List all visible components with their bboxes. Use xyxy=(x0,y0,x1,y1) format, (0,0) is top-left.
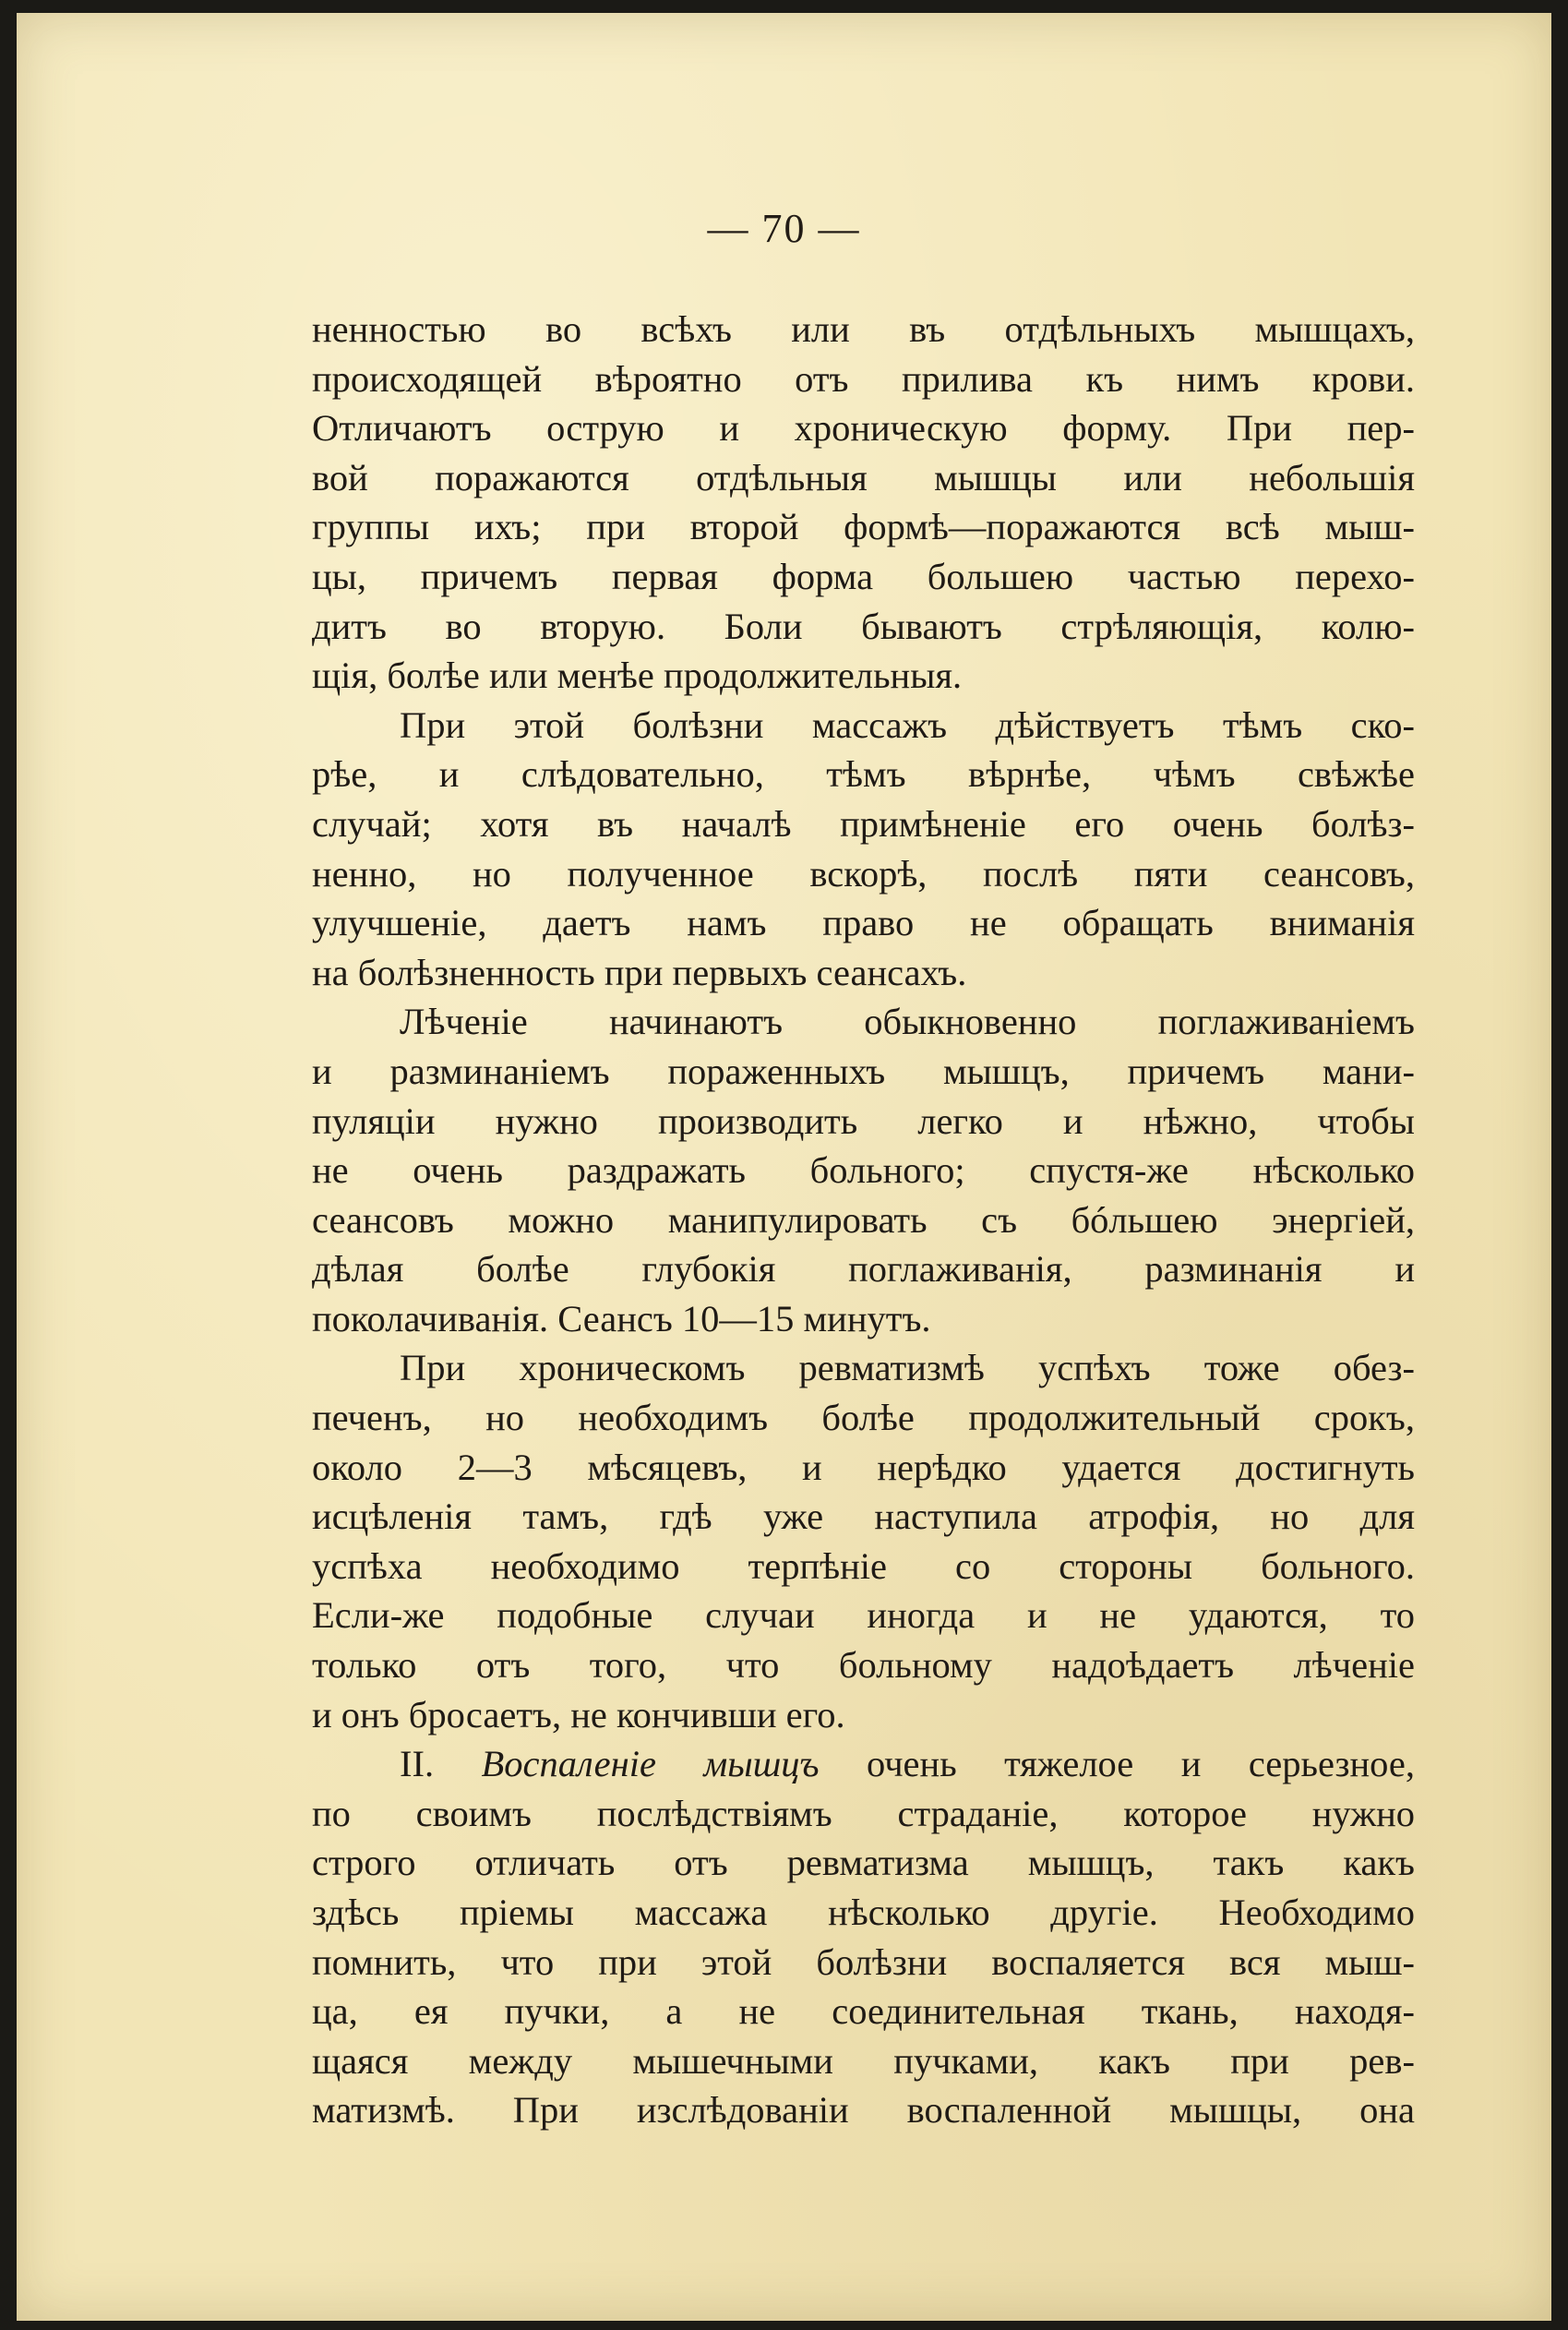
text-line xyxy=(312,1146,1415,1195)
text-line xyxy=(312,354,1415,404)
text-line xyxy=(312,1542,1415,1591)
line-text: сеансовъ можно манипулировать съ бóльшею энергіей, xyxy=(312,1198,1415,1241)
text-line xyxy=(312,305,1415,354)
line-text: цы, причемъ первая форма большею частью перехо- xyxy=(312,555,1415,597)
line-text: помнить, что при этой болѣзни воспаляется вся мыш- xyxy=(312,1940,1415,1983)
line-text: поколачиванія. Сеансъ 10—15 минутъ. xyxy=(312,1297,931,1339)
line-text: рѣе, и слѣдовательно, тѣмъ вѣрнѣе, чѣмъ свѣжѣе xyxy=(312,753,1415,796)
line-text: случай; хотя въ началѣ примѣненіе его очень болѣз- xyxy=(312,802,1415,845)
line-text: дитъ во вторую. Боли бываютъ стрѣляющія, колю- xyxy=(312,605,1415,647)
line-text: При хроническомъ ревматизмѣ успѣхъ тоже обез- xyxy=(400,1347,1415,1389)
text-line xyxy=(312,2085,1415,2135)
line-text: ненно, но полученное вскорѣ, послѣ пяти сеансовъ, xyxy=(312,852,1415,895)
line-text: только отъ того, что больному надоѣдаетъ лѣченіе xyxy=(312,1644,1415,1687)
line-text: вой поражаются отдѣльныя мышцы или небольшія xyxy=(312,456,1415,498)
line-text: группы ихъ; при второй формѣ—поражаются всѣ мыш- xyxy=(312,506,1415,548)
text-line xyxy=(312,849,1415,899)
line-text: не очень раздражать больного; спустя-же нѣсколько xyxy=(312,1149,1415,1192)
text-line xyxy=(312,799,1415,849)
line-text: щаяся между мышечными пучками, какъ при рев- xyxy=(312,2039,1415,2082)
line-text: ненностью во всѣхъ или въ отдѣльныхъ мышцахъ, xyxy=(312,308,1415,350)
line-text: улучшеніе, даетъ намъ право не обращать вниманія xyxy=(312,902,1415,944)
text-line xyxy=(312,2036,1415,2086)
text-line xyxy=(312,1244,1415,1294)
line-text: по своимъ послѣдствіямъ страданіе, которое нужно xyxy=(312,1792,1415,1834)
text-line xyxy=(312,1443,1415,1493)
text-line xyxy=(312,1492,1415,1542)
body-text xyxy=(312,305,1415,2135)
text-line xyxy=(312,1739,1415,1789)
text-line xyxy=(312,1938,1415,1988)
line-text: щія, болѣе или менѣе продолжительныя. xyxy=(312,655,963,697)
text-line xyxy=(312,651,1415,701)
text-line xyxy=(312,1097,1415,1147)
text-line xyxy=(312,1690,1415,1740)
line-text: на болѣзненность при первыхъ сеансахъ. xyxy=(312,951,967,993)
line-text: и разминаніемъ пораженныхъ мышцъ, причемъ мани- xyxy=(312,1050,1415,1092)
text-line xyxy=(312,403,1415,453)
text-line xyxy=(312,1047,1415,1097)
book-page xyxy=(17,13,1551,2321)
text-line xyxy=(312,1393,1415,1443)
line-text: строго отличать отъ ревматизма мышцъ, такъ какъ xyxy=(312,1842,1415,1884)
text-line xyxy=(312,1640,1415,1690)
text-line xyxy=(312,1591,1415,1640)
section-heading-italic: Воспаленіе мышцъ xyxy=(481,1743,820,1785)
line-text: очень тяжелое и серьезное, xyxy=(819,1743,1415,1785)
text-line xyxy=(312,552,1415,602)
page-number: — 70 — xyxy=(707,206,861,251)
line-text: печенъ, но необходимъ болѣе продолжительный срокъ, xyxy=(312,1397,1415,1439)
text-line xyxy=(312,453,1415,503)
text-line xyxy=(312,502,1415,552)
text-line xyxy=(312,948,1415,998)
text-line xyxy=(312,1294,1415,1344)
section-number: II. xyxy=(400,1743,482,1785)
line-text: успѣха необходимо терпѣніе со стороны больного. xyxy=(312,1544,1415,1587)
text-line xyxy=(312,750,1415,799)
line-text: Лѣченіе начинаютъ обыкновенно поглаживаніемъ xyxy=(400,1001,1415,1043)
text-line xyxy=(312,1987,1415,2036)
text-line xyxy=(312,701,1415,751)
text-line xyxy=(312,1195,1415,1245)
text-line xyxy=(312,1888,1415,1938)
line-text: дѣлая болѣе глубокія поглаживанія, разминанія и xyxy=(312,1248,1415,1291)
text-line xyxy=(312,1838,1415,1888)
line-text: При этой болѣзни массажъ дѣйствуетъ тѣмъ ско- xyxy=(400,703,1415,746)
line-text: ца, ея пучки, а не соединительная ткань, находя- xyxy=(312,1990,1415,2033)
line-text: здѣсь пріемы массажа нѣсколько другіе. Необходимо xyxy=(312,1892,1415,1933)
line-text: матизмѣ. При изслѣдованіи воспаленной мышцы, она xyxy=(312,2089,1415,2132)
text-line xyxy=(312,1343,1415,1393)
line-text: пуляціи нужно производить легко и нѣжно, чтобы xyxy=(312,1099,1415,1142)
line-text: Отличаютъ острую и хроническую форму. При пер- xyxy=(312,407,1415,450)
line-text: исцѣленія тамъ, гдѣ уже наступила атрофія, но для xyxy=(312,1495,1415,1538)
line-text: около 2—3 мѣсяцевъ, и нерѣдко удается достигнуть xyxy=(312,1446,1415,1488)
text-line xyxy=(312,602,1415,652)
text-line xyxy=(312,1789,1415,1839)
text-line xyxy=(312,997,1415,1047)
line-text: Если-же подобные случаи иногда и не удаются, то xyxy=(312,1594,1415,1637)
line-text: и онъ бросаетъ, не кончивши его. xyxy=(312,1693,845,1735)
text-line xyxy=(312,898,1415,948)
line-text: происходящей вѣроятно отъ прилива къ нимъ крови. xyxy=(312,357,1415,400)
